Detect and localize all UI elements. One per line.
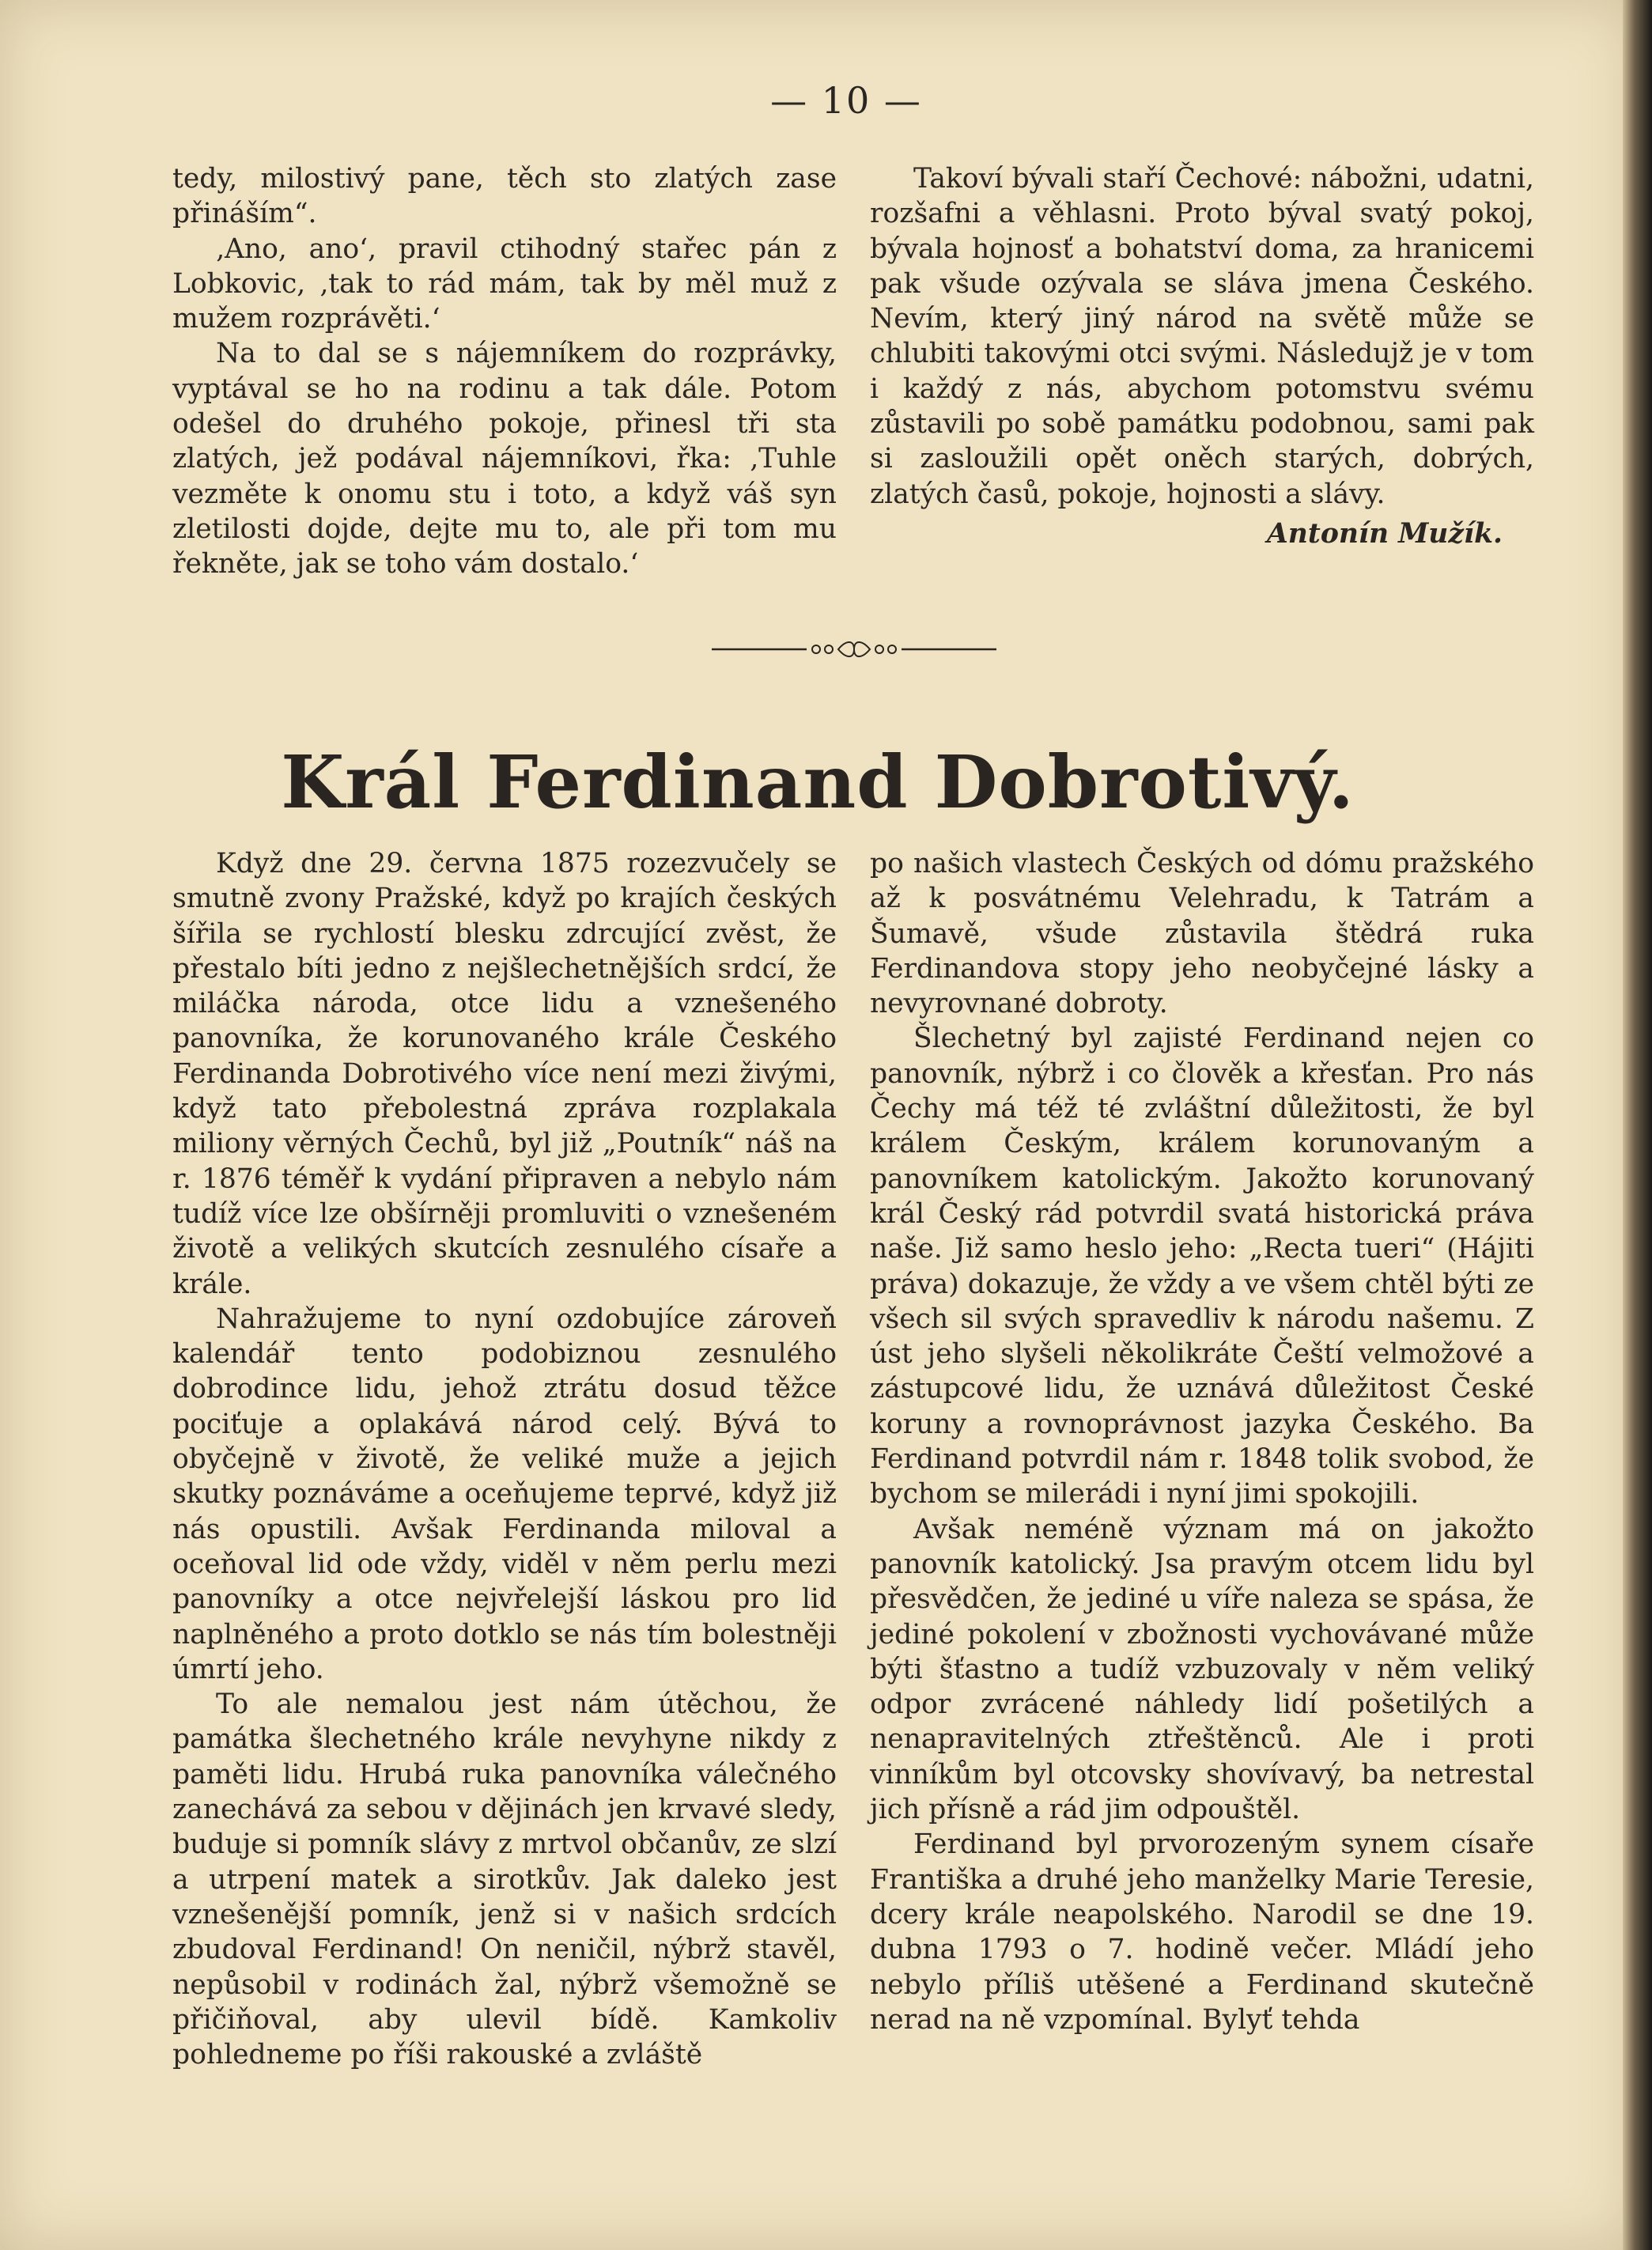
paragraph: tedy, milostivý pane, těch sto zlatých zase přináším“. (172, 163, 837, 230)
article-right-column (870, 846, 1534, 2037)
top-right-column (870, 161, 1534, 551)
paragraph: Ferdinand byl prvorozeným synem císaře Františka a druhé jeho manželky Marie Teresie, dcery krále neapolského. Narodil se dne 19. dubna 1793 o 7. hodině večer. Mládí jeho nebylo příliš utěšené a Ferdinand skutečně nerad na ně vzpomínal. Bylyť tehda (870, 1828, 1534, 2036)
page-edge (1623, 0, 1652, 2250)
paragraph: po našich vlastech Českých od dómu pražského až k posvátnému Velehradu, k Tatrám a Šumavě, všude zůstavila štědrá ruka Ferdinandova stopy jeho neobyčejné lásky a nevyrovnané dobroty. (870, 848, 1534, 1020)
paragraph: Když dne 29. června 1875 rozezvučely se smutně zvony Pražské, když po krajích českých šířila se rychlostí blesku zdrcující zvěst, že přestalo bíti jedno z nejšlechetnějších srdcí, že miláčka národa, otce lidu a vznešeného panovníka, že korunovaného krále Českého Ferdinanda Dobrotivého více není mezi živými, když tato přebolestná zpráva rozplakala miliony věrných Čechů, byl již „Poutník“ náš na r. 1876 téměř k vydání připraven a nebylo nám tudíž více lze obšírněji promluviti o vznešeném životě a velikých skutcích zesnulého císaře a krále. (172, 848, 837, 1300)
paragraph: Na to dal se s nájemníkem do rozprávky, vyptával se ho na rodinu a tak dále. Potom odešel do druhého pokoje, přinesl tři sta zlatých, jež podával nájemníkovi, řka: ‚Tuhle vezměte k onomu stu i toto, a když váš syn zletilosti dojde, dejte mu to, ale při tom mu řekněte, jak se toho vám dostalo.‘ (172, 338, 837, 580)
signature: Antonín Mužík. (1267, 517, 1503, 550)
top-left-column (172, 161, 837, 582)
paragraph: To ale nemalou jest nám útěchou, že památka šlechetného krále nevyhyne nikdy z paměti lidu. Hrubá ruka panovníka válečného zanechává za sebou v dějinách jen krvavé sledy, buduje si pomník slávy z mrtvol občanův, ze slzí a utrpení matek a sirotkův. Jak daleko jest vznešenější pomník, jenž si v našich srdcích zbudoval Ferdinand! On neničil, nýbrž stavěl, nepůsobil v rodinách žal, nýbrž všemožně se přičiňoval, aby ulevil bídě. Kamkoliv pohledneme po říši rakouské a zvláště (172, 1688, 837, 2071)
paragraph: Nahražujeme to nyní ozdobujíce zároveň kalendář tento podobiznou zesnulého dobrodince lidu, jehož ztrátu dosud těžce pociťuje a oplakává národ celý. Bývá to obyčejně v životě, že veliké muže a jejich skutky poznáváme a oceňujeme teprvé, když již nás opustili. Avšak Ferdinanda miloval a oceňoval lid ode vždy, viděl v něm perlu mezi panovníky a otce nejvřelejší láskou pro lid naplněného a proto dotklo se nás tím bolestněji úmrtí jeho. (172, 1303, 837, 1685)
paragraph: Takoví bývali staří Čechové: nábožni, udatni, rozšafni a věhlasni. Proto býval svatý pokoj, bývala hojnosť a bohatství doma, za hranicemi pak všude ozývala se sláva jmena Českého. Nevím, který jiný národ na světě může se chlubiti takovými otci svými. Následujž je v tom i každý z nás, abychom potomstvu svému zůstavili po sobě památku podobnou, sami pak si zasloužili opět oněch starých, dobrých, zlatých časů, pokoje, hojnosti a slávy. (870, 163, 1534, 510)
article-title: Král Ferdinand Dobrotivý. (281, 739, 1355, 825)
article-left-column (172, 846, 837, 2072)
paragraph: Avšak neméně význam má on jakožto panovník katolický. Jsa pravým otcem lidu byl přesvědčen, že jediné u víře naleza se spása, že jediné pokolení v zbožnosti vychovávané může býti šťastno a tudíž vzbuzovaly v něm veliký odpor zvrácené náhledy lidí pošetilých a nenapravitelných ztřeštěnců. Ale i proti vinníkům byl otcovsky shovívavý, ba netrestal jich přísně a rád jim odpouštěl. (870, 1513, 1534, 1826)
ornament-divider-icon (712, 637, 996, 661)
paragraph: Šlechetný byl zajisté Ferdinand nejen co panovník, nýbrž i co člověk a křesťan. Pro nás Čechy má též té zvláštní důležitosti, že byl králem Českým, králem korunovaným a panovníkem katolickým. Jakožto korunovaný král Český rád potvrdil svatá historická práva naše. Již samo heslo jeho: „Recta tueri“ (Hájiti práva) dokazuje, že vždy a ve všem chtěl býti ze všech sil svých spravedliv k národu našemu. Z úst jeho slyšeli několikráte Čeští velmožové a zástupcové lidu, že uznává důležitost České koruny a rovnoprávnost jazyka Českého. Ba Ferdinand potvrdil nám r. 1848 tolik svobod, že bychom se milerádi i nyní jimi spokojili. (870, 1023, 1534, 1511)
paragraph: ‚Ano, ano‘, pravil ctihodný stařec pán z Lobkovic, ‚tak to rád mám, tak by měl muž z mužem rozprávěti.‘ (172, 233, 837, 335)
page-number: — 10 — (770, 79, 922, 122)
